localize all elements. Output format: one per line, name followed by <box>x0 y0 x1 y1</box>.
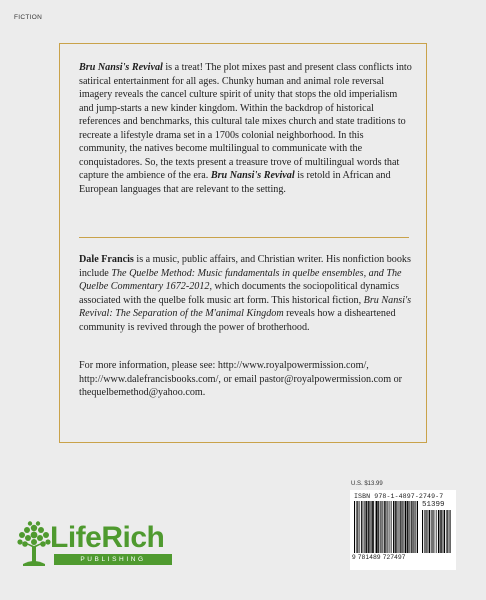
publisher-logo <box>14 520 184 572</box>
barcode-bar <box>415 501 416 553</box>
barcode-bar <box>382 501 383 553</box>
barcode-bar <box>411 501 412 553</box>
bio-text: is a music, public affairs, and Christian writer. His nonfiction books include <box>79 254 411 279</box>
section-divider <box>79 237 409 238</box>
barcode-bar <box>443 510 444 553</box>
barcode-bar <box>405 501 407 553</box>
barcode-bar <box>422 510 423 553</box>
barcode-bar <box>354 501 355 553</box>
barcode-bar <box>389 501 390 553</box>
nonfiction-titles: The Quelbe Method: Music fundamentals in quelbe ensembles, and The Quelbe Commentary 1672-2012, <box>79 267 402 292</box>
barcode-bar <box>396 501 397 553</box>
barcode-bar <box>450 510 451 553</box>
publisher-subtitle: PUBLISHING <box>54 554 172 565</box>
barcode-bar <box>356 501 357 553</box>
book-title: Bru Nansi's Revival <box>79 62 163 73</box>
barcode-bar <box>417 501 418 553</box>
barcode-bar <box>441 510 442 553</box>
barcode-bar <box>401 501 402 553</box>
barcode-bar <box>363 501 364 553</box>
barcode-bar <box>366 501 367 553</box>
back-cover-text-box <box>59 43 427 443</box>
barcode-addon <box>422 510 452 553</box>
barcode-bar <box>412 501 413 553</box>
barcode-bar <box>376 501 378 553</box>
barcode-bar <box>385 501 386 553</box>
author-bio <box>79 253 414 334</box>
barcode-bar <box>372 501 374 553</box>
barcode-bar <box>371 501 372 553</box>
barcode-bar <box>436 510 437 553</box>
price-code: 51399 <box>422 501 445 509</box>
barcode-bar <box>391 501 392 553</box>
barcode-bar <box>390 501 391 553</box>
barcode-bar <box>435 510 436 553</box>
barcode-bar <box>426 510 427 553</box>
barcode-bar <box>444 510 445 553</box>
publisher-name: LifeRich <box>50 521 165 554</box>
barcode-bar <box>446 510 447 553</box>
barcode-bar <box>393 501 394 553</box>
barcode-bar <box>399 501 400 553</box>
bio-text: reveals how a disheartened community is revived through the power of brotherhood. <box>79 308 396 333</box>
isbn-number: ISBN 978-1-4897-2749-7 <box>354 493 444 500</box>
barcode-bar <box>413 501 414 553</box>
barcode-bar <box>425 510 426 553</box>
barcode-digits: 9 781489 727497 <box>352 554 406 561</box>
barcode-bar <box>429 510 431 553</box>
author-name: Dale Francis <box>79 254 134 265</box>
barcode-bar <box>357 501 358 553</box>
barcode-bar <box>431 510 432 553</box>
barcode-bar <box>438 510 439 553</box>
bio-text: which documents the sociopolitical dynamics associated with the quelbe folk music art form. This historical fiction, <box>79 281 400 306</box>
barcode-bar <box>400 501 401 553</box>
barcode-bar <box>360 501 361 553</box>
barcode-bar <box>369 501 370 553</box>
barcode-bar <box>368 501 369 553</box>
price-label: U.S. $13.99 <box>351 481 383 487</box>
fiction-title: Bru Nansi's Revival: The Separation of the M'animal Kingdom <box>79 294 412 319</box>
genre-label: FICTION <box>14 14 43 21</box>
barcode-bar <box>364 501 365 553</box>
tree-icon <box>14 520 54 570</box>
barcode-bar <box>395 501 396 553</box>
barcode-bar <box>384 501 385 553</box>
blurb-text: is retold in African and European languages that are relevant to the setting. <box>79 170 391 195</box>
barcode-bar <box>380 501 381 553</box>
barcode-main <box>354 501 418 553</box>
barcode-bar <box>375 501 376 553</box>
barcode-bar <box>424 510 425 553</box>
barcode-bar <box>402 501 403 553</box>
barcode-bar <box>432 510 433 553</box>
barcode-bar <box>387 501 388 553</box>
barcode-bar <box>440 510 441 553</box>
blurb-paragraph <box>79 61 414 196</box>
isbn-barcode <box>350 490 456 570</box>
barcode-bar <box>408 501 409 553</box>
book-title: Bru Nansi's Revival <box>210 170 295 181</box>
barcode-bar <box>378 501 379 553</box>
barcode-bar <box>361 501 362 553</box>
barcode-bar <box>407 501 408 553</box>
blurb-text: is a treat! The plot mixes past and present class conflicts into satirical entertainment for all ages. Chunky human and animal role reversal imagery reveals the cancel culture spirit of unity that stops the old imperialism and jump-starts a new kinder kingdom. Within the backdrop of historical references and benchmarks, this cultural tale mixes church and state traditions to recreate a lifestyle drama set in a 1700s colonial neighborhood. In this community, the natives become multilingual to communicate with the conquistadores. So, the texts present a treasure trove of multilingual words that capture the ambience of the era. <box>79 62 412 181</box>
contact-info: For more information, please see: http://www.royalpowermission.com/, http://www.dalefrancisbooks.com/, or email pastor@royalpowermission.com or thequelbemethod@yahoo.com. <box>79 360 403 398</box>
barcode-bar <box>447 510 448 553</box>
